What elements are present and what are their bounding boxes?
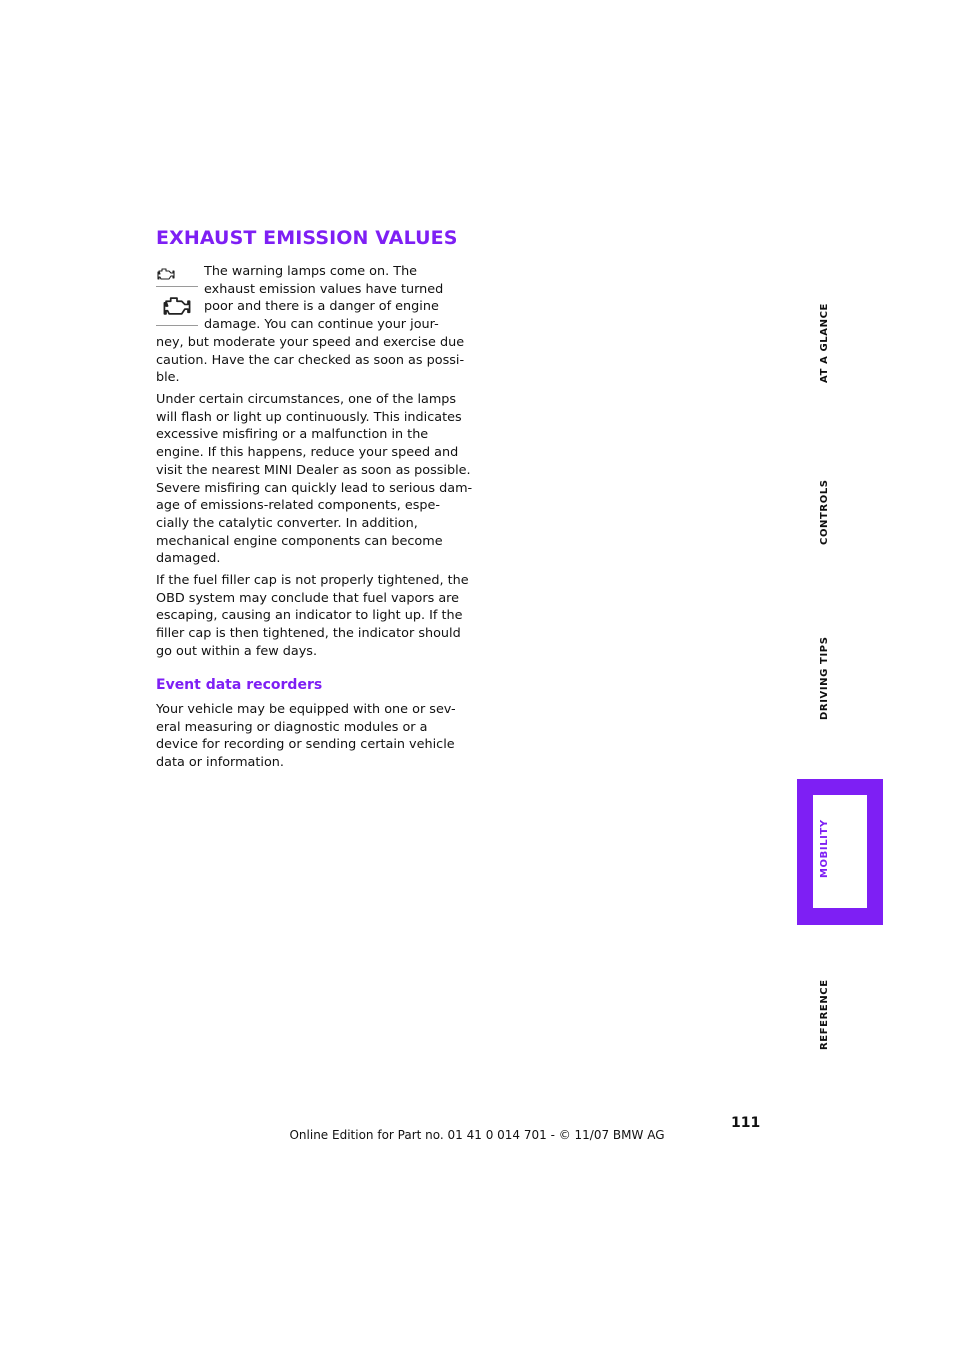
- text-line: poor and there is a danger of engine: [204, 299, 439, 315]
- text-line: age of emissions-related components, espe-: [156, 498, 440, 514]
- text-line: engine. If this happens, reduce your speed and: [156, 445, 459, 461]
- text-line: eral measuring or diagnostic modules or a: [156, 719, 428, 735]
- text-line: exhaust emission values have turned: [204, 281, 444, 297]
- text-line: will flash or light up continuously. This indicates: [156, 409, 462, 425]
- text-line: Under certain circumstances, one of the lamps: [156, 392, 457, 407]
- page-title: EXHAUST EMISSION VALUES: [156, 227, 458, 249]
- text-line: escaping, causing an indicator to light up. If the: [156, 608, 463, 624]
- paragraph-event-data: [156, 701, 456, 772]
- text-line: device for recording or sending certain vehicle: [156, 737, 455, 753]
- text-line: OBD system may conclude that fuel vapors are: [156, 590, 460, 606]
- text-line: Your vehicle may be equipped with one or sev-: [156, 702, 456, 717]
- side-tab-driving-tips[interactable]: DRIVING TIPS: [819, 636, 830, 720]
- text-line: caution. Have the car checked as soon as possi-: [156, 352, 465, 368]
- side-tab-at-a-glance[interactable]: AT A GLANCE: [819, 303, 830, 383]
- text-line: damaged.: [156, 551, 221, 567]
- text-line: ble.: [156, 370, 180, 386]
- text-line: ney, but moderate your speed and exercise due: [156, 334, 465, 350]
- active-tab-highlight: [797, 779, 883, 925]
- text-line: filler cap is then tightened, the indicator should: [156, 626, 461, 642]
- paragraph-fuel-cap: [156, 572, 469, 661]
- side-tab-reference[interactable]: REFERENCE: [819, 979, 830, 1050]
- text-line: damage. You can continue your jour-: [204, 317, 439, 333]
- side-tab-mobility[interactable]: MOBILITY: [819, 819, 830, 878]
- footer-edition-note: Online Edition for Part no. 01 41 0 014 701 - © 11/07 BMW AG: [289, 1128, 665, 1142]
- text-line: mechanical engine components can become: [156, 533, 443, 549]
- text-line: data or information.: [156, 755, 284, 771]
- paragraph-warning-lamps: [156, 263, 465, 387]
- text-line: excessive misfiring or a malfunction in the: [156, 427, 429, 443]
- text-line: go out within a few days.: [156, 643, 318, 659]
- text-line: visit the nearest MINI Dealer as soon as possible.: [156, 462, 471, 478]
- page-number: 111: [731, 1115, 761, 1131]
- side-tab-controls[interactable]: CONTROLS: [819, 479, 830, 545]
- text-line: Severe misfiring can quickly lead to serious dam-: [156, 480, 473, 496]
- text-line: If the fuel filler cap is not properly tightened, the: [156, 573, 469, 588]
- section-subheading: Event data recorders: [156, 677, 323, 693]
- text-line: The warning lamps come on. The: [204, 264, 418, 279]
- paragraph-misfiring: [156, 391, 473, 568]
- text-line: cially the catalytic converter. In addition,: [156, 515, 418, 531]
